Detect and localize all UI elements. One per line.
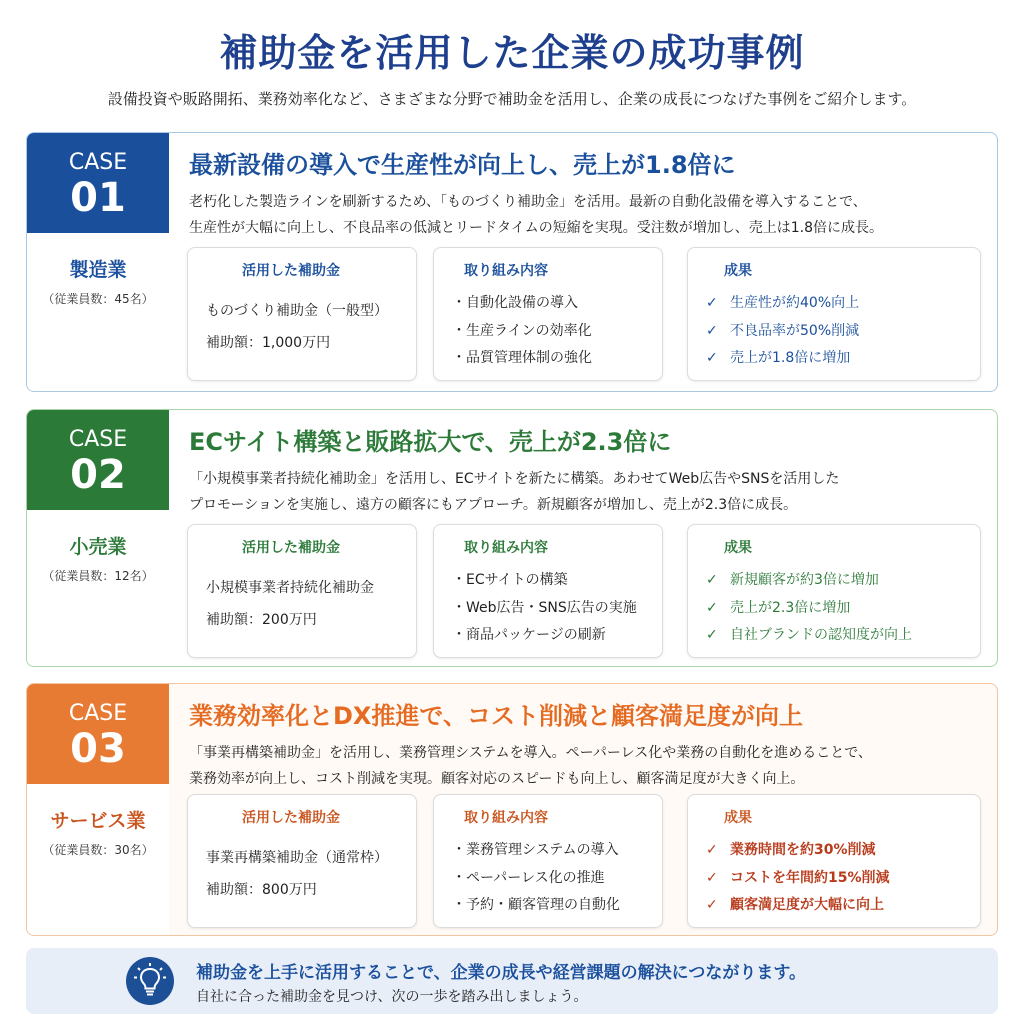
action-item: ・自動化設備の導入 <box>452 295 578 311</box>
results-list <box>706 290 859 373</box>
subsidy-amount: 補助額：200万円 <box>206 612 317 628</box>
case-label: CASE <box>68 150 128 175</box>
employee-count: （従業員数：12名） <box>42 569 154 583</box>
description-line: プロモーションを実施し、遠方の顧客にもアプローチ。新規顧客が増加し、売上が2.3倍に成長。 <box>189 497 798 513</box>
subsidy-box-title: 活用した補助金 <box>242 810 340 826</box>
case-description <box>189 189 989 241</box>
case-headline: 最新設備の導入で生産性が向上し、売上が1.8倍に <box>189 151 736 179</box>
result-text: コストを年間約15%削減 <box>730 869 890 886</box>
lightbulb-icon <box>126 957 174 1005</box>
result-text: 売上が2.3倍に増加 <box>730 599 851 616</box>
check-icon: ✓ <box>706 295 718 311</box>
action-item: ・ECサイトの構築 <box>452 572 568 588</box>
check-icon: ✓ <box>706 897 718 913</box>
subsidy-box <box>187 794 417 928</box>
results-box-title: 成果 <box>724 263 752 279</box>
result-text: 顧客満足度が大幅に向上 <box>730 897 884 913</box>
case-label: CASE <box>68 701 128 726</box>
result-item <box>706 865 890 893</box>
actions-list <box>452 567 637 650</box>
description-line: 業務効率が向上し、コスト削減を実現。顧客対応のスピードも向上し、顧客満足度が大きく向上。 <box>189 771 805 787</box>
results-box <box>687 524 981 658</box>
result-text: 売上が1.8倍に増加 <box>730 350 851 366</box>
subsidy-name: ものづくり補助金（一般型） <box>206 303 388 319</box>
page-subtitle: 設備投資や販路開拓、業務効率化など、さまざまな分野で補助金を活用し、企業の成長につなげた事例をご紹介します。 <box>107 90 917 108</box>
check-icon: ✓ <box>706 842 718 858</box>
case-badge <box>27 410 169 510</box>
actions-box <box>433 794 663 928</box>
employee-count: （従業員数：30名） <box>42 843 154 857</box>
check-icon: ✓ <box>706 350 718 366</box>
action-item: ・予約・顧客管理の自動化 <box>452 897 620 913</box>
result-item <box>706 892 890 920</box>
case-card-02 <box>26 409 998 667</box>
case-number: 03 <box>70 726 126 772</box>
action-item: ・商品パッケージの刷新 <box>452 627 606 643</box>
subsidy-box <box>187 524 417 658</box>
case-side <box>27 410 169 666</box>
result-item <box>706 622 912 650</box>
result-text: 生産性が約40%向上 <box>730 295 860 311</box>
industry-label: 小売業 <box>69 536 127 558</box>
result-item <box>706 837 890 865</box>
actions-box <box>433 524 663 658</box>
action-item: ・Web広告・SNS広告の実施 <box>452 599 637 616</box>
description-line: 生産性が大幅に向上し、不良品率の低減とリードタイムの短縮を実現。受注数が増加し、売上は1.8倍に成長。 <box>189 220 883 236</box>
case-headline: 業務効率化とDX推進で、コスト削減と顧客満足度が向上 <box>189 702 803 730</box>
description-line: 老朽化した製造ラインを刷新するため、「ものづくり補助金」を活用。最新の自動化設備を導入することで、 <box>189 194 867 210</box>
case-content <box>169 684 997 935</box>
industry-label: 製造業 <box>69 259 127 281</box>
result-item <box>706 290 859 318</box>
case-card-01 <box>26 132 998 392</box>
result-text: 新規顧客が約3倍に増加 <box>730 572 879 588</box>
case-content <box>169 133 997 391</box>
results-box-title: 成果 <box>724 540 752 556</box>
subsidy-amount: 補助額：1,000万円 <box>206 335 331 351</box>
results-list <box>706 837 890 920</box>
action-item: ・品質管理体制の強化 <box>452 350 592 366</box>
result-item <box>706 345 859 373</box>
employee-count: （従業員数：45名） <box>42 292 154 306</box>
result-item <box>706 318 859 346</box>
action-item: ・生産ラインの効率化 <box>452 322 592 339</box>
actions-box <box>433 247 663 381</box>
check-icon: ✓ <box>706 572 718 588</box>
result-item <box>706 567 912 595</box>
description-line: 「小規模事業者持続化補助金」を活用し、ECサイトを新たに構築。あわせてWeb広告やSNSを活用した <box>189 471 840 487</box>
case-side <box>27 684 169 935</box>
results-box <box>687 794 981 928</box>
action-item: ・業務管理システムの導入 <box>452 842 619 858</box>
case-number: 01 <box>70 175 126 221</box>
action-item: ・ペーパーレス化の推進 <box>452 869 605 886</box>
case-description <box>189 740 989 792</box>
industry-label: サービス業 <box>50 810 146 832</box>
result-text: 業務時間を約30%削減 <box>730 842 876 858</box>
result-text: 不良品率が50%削減 <box>730 322 860 339</box>
check-icon: ✓ <box>706 322 718 339</box>
case-number: 02 <box>70 452 126 498</box>
subsidy-box <box>187 247 417 381</box>
page-title: 補助金を活用した企業の成功事例 <box>219 31 805 75</box>
subsidy-name: 小規模事業者持続化補助金 <box>206 580 374 596</box>
case-label: CASE <box>68 427 128 452</box>
subsidy-name: 事業再構築補助金（通常枠） <box>206 850 388 866</box>
actions-list <box>452 837 620 920</box>
case-badge <box>27 133 169 233</box>
actions-list <box>452 290 592 373</box>
result-item <box>706 595 912 623</box>
case-badge <box>27 684 169 784</box>
case-headline: ECサイト構築と販路拡大で、売上が2.3倍に <box>189 428 672 456</box>
case-side <box>27 133 169 391</box>
subsidy-box-title: 活用した補助金 <box>242 540 340 556</box>
actions-box-title: 取り組み内容 <box>464 810 548 826</box>
actions-box-title: 取り組み内容 <box>464 263 548 279</box>
case-content <box>169 410 997 666</box>
check-icon: ✓ <box>706 599 718 616</box>
subsidy-box-title: 活用した補助金 <box>242 263 340 279</box>
subsidy-amount: 補助額：800万円 <box>206 882 317 898</box>
case-description <box>189 466 989 518</box>
actions-box-title: 取り組み内容 <box>464 540 548 556</box>
footer-submessage: 自社に合った補助金を見つけ、次の一歩を踏み出しましょう。 <box>196 989 588 1005</box>
footer-message: 補助金を上手に活用することで、企業の成長や経営課題の解決につながります。 <box>196 963 806 983</box>
check-icon: ✓ <box>706 869 718 886</box>
results-list <box>706 567 912 650</box>
description-line: 「事業再構築補助金」を活用し、業務管理システムを導入。ペーパーレス化や業務の自動化を進めることで、 <box>189 745 872 761</box>
case-card-03 <box>26 683 998 936</box>
results-box <box>687 247 981 381</box>
result-text: 自社ブランドの認知度が向上 <box>730 627 912 643</box>
results-box-title: 成果 <box>724 810 752 826</box>
footer-banner <box>26 948 998 1014</box>
check-icon: ✓ <box>706 627 718 643</box>
